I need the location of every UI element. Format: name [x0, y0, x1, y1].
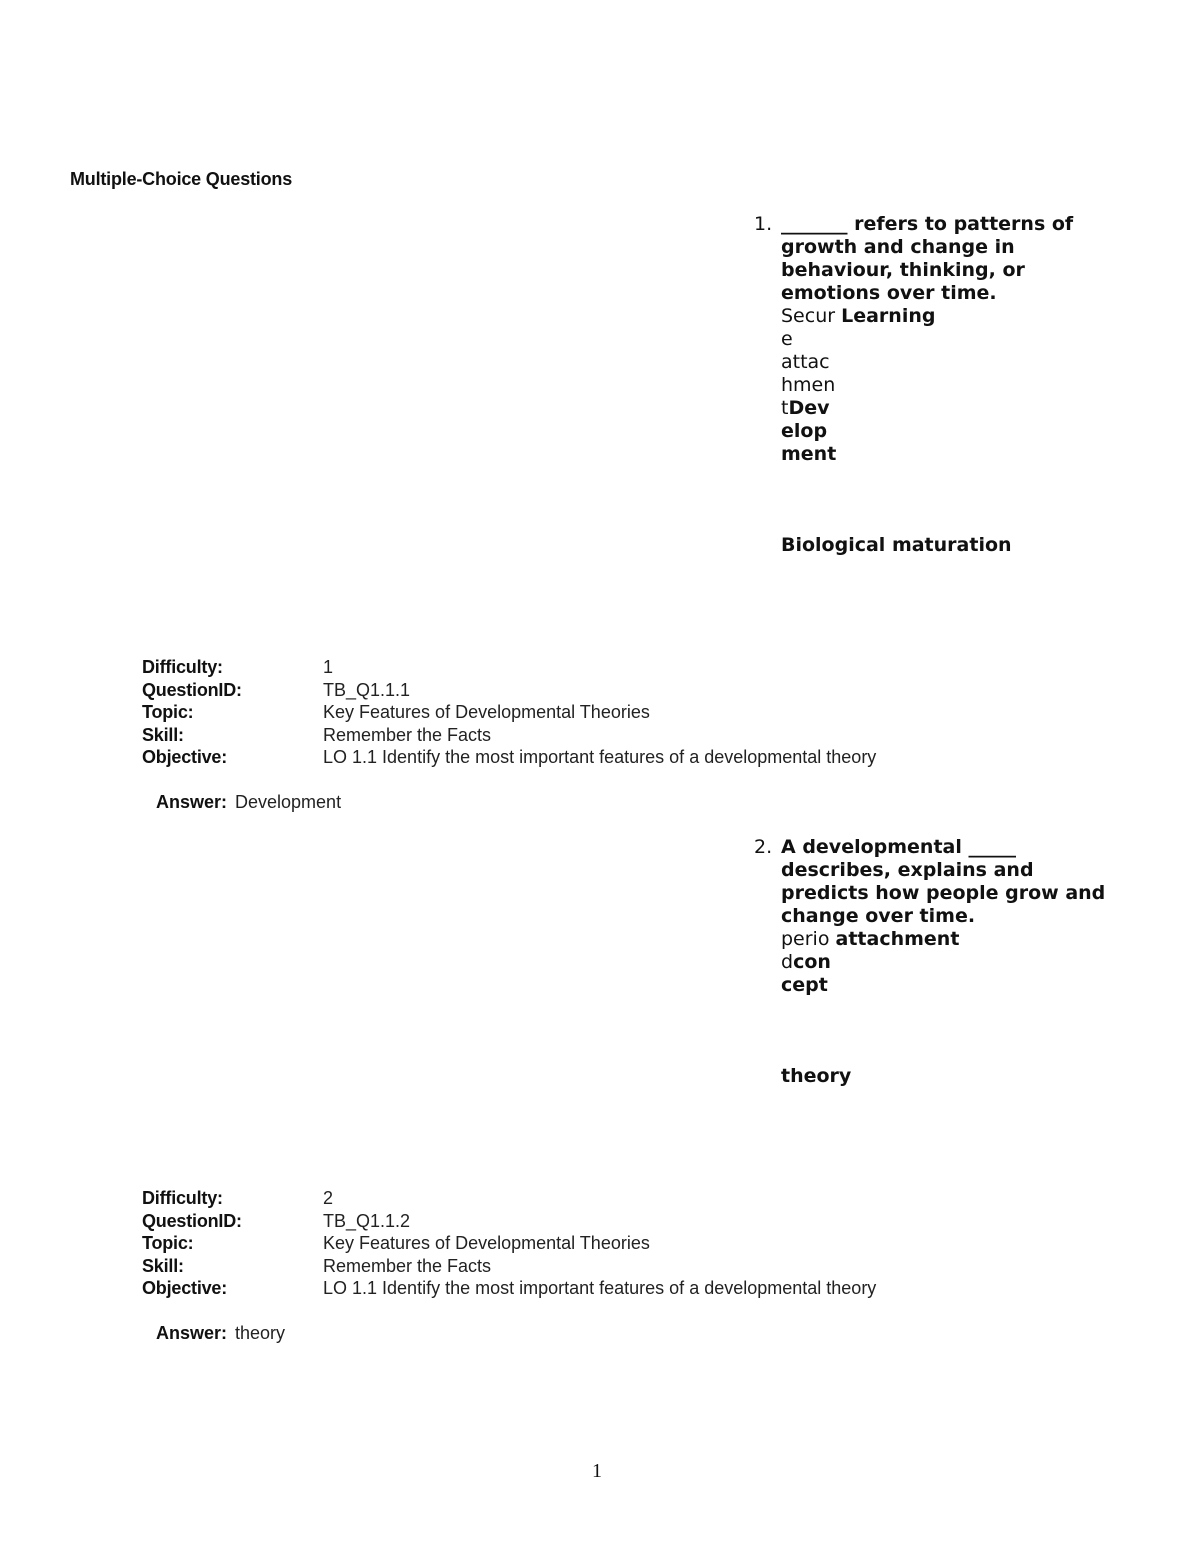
- option-c-fragment: ment: [781, 443, 837, 465]
- option-a-fragment: attac: [781, 351, 830, 373]
- question-id-value: TB_Q1.1.2: [323, 1211, 411, 1231]
- option-b: Learning: [841, 305, 936, 327]
- answer-value: theory: [235, 1323, 286, 1343]
- question-stem-line: describes, explains and: [781, 859, 1034, 881]
- question-stem-line: predicts how people grow and: [781, 882, 1106, 904]
- skill-label: Skill:: [142, 1256, 184, 1276]
- difficulty-value: 1: [323, 657, 334, 677]
- option-c-fragment: elop: [781, 420, 828, 442]
- option-a-fragment: Secur: [781, 305, 836, 327]
- objective-value: LO 1.1 Identify the most important features of a developmental theory: [323, 747, 877, 767]
- skill-value: Remember the Facts: [323, 1256, 492, 1276]
- option-fragments: [781, 928, 959, 951]
- option-a-fragment: perio: [781, 928, 830, 950]
- question-id-label: QuestionID:: [142, 1211, 242, 1231]
- question-number: 2.: [754, 836, 773, 858]
- option-fragments: [781, 951, 831, 974]
- question-stem-line: growth and change in: [781, 236, 1015, 258]
- option-a-fragment: t: [781, 397, 789, 419]
- topic-value: Key Features of Developmental Theories: [323, 702, 650, 722]
- option-c-fragment: Dev: [788, 397, 830, 419]
- objective-value: LO 1.1 Identify the most important features of a developmental theory: [323, 1278, 877, 1298]
- question-number: 1.: [754, 213, 773, 235]
- page-number: 1: [592, 1460, 602, 1482]
- option-fragments: [781, 397, 830, 420]
- difficulty-label: Difficulty:: [142, 1188, 223, 1208]
- question-id-value: TB_Q1.1.1: [323, 680, 411, 700]
- answer-label: Answer:: [156, 1323, 228, 1343]
- difficulty-value: 2: [323, 1188, 334, 1208]
- answer-row: [156, 792, 341, 813]
- question-id-label: QuestionID:: [142, 680, 242, 700]
- option-a-fragment: e: [781, 328, 793, 350]
- objective-label: Objective:: [142, 747, 228, 767]
- option-c-fragment: con: [793, 951, 831, 973]
- option-fragments: [781, 305, 935, 328]
- answer-row: [156, 1323, 285, 1344]
- option-c-fragment: cept: [781, 974, 828, 996]
- question-stem-line: emotions over time.: [781, 282, 997, 304]
- difficulty-label: Difficulty:: [142, 657, 223, 677]
- objective-label: Objective:: [142, 1278, 228, 1298]
- question-stem-line: change over time.: [781, 905, 976, 927]
- option-d: theory: [781, 1065, 852, 1087]
- topic-label: Topic:: [142, 1233, 194, 1253]
- option-b: attachment: [835, 928, 960, 950]
- skill-label: Skill:: [142, 725, 184, 745]
- question-stem-line: behaviour, thinking, or: [781, 259, 1025, 281]
- answer-label: Answer:: [156, 792, 228, 812]
- question-stem-line: _______ refers to patterns of: [781, 213, 1074, 235]
- option-a-fragment: hmen: [781, 374, 836, 396]
- option-d: Biological maturation: [781, 534, 1012, 556]
- topic-label: Topic:: [142, 702, 194, 722]
- section-title: Multiple-Choice Questions: [70, 169, 293, 189]
- option-a-fragment: d: [781, 951, 794, 973]
- topic-value: Key Features of Developmental Theories: [323, 1233, 650, 1253]
- question-stem-line: A developmental _____: [781, 836, 1016, 858]
- skill-value: Remember the Facts: [323, 725, 492, 745]
- answer-value: Development: [235, 792, 342, 812]
